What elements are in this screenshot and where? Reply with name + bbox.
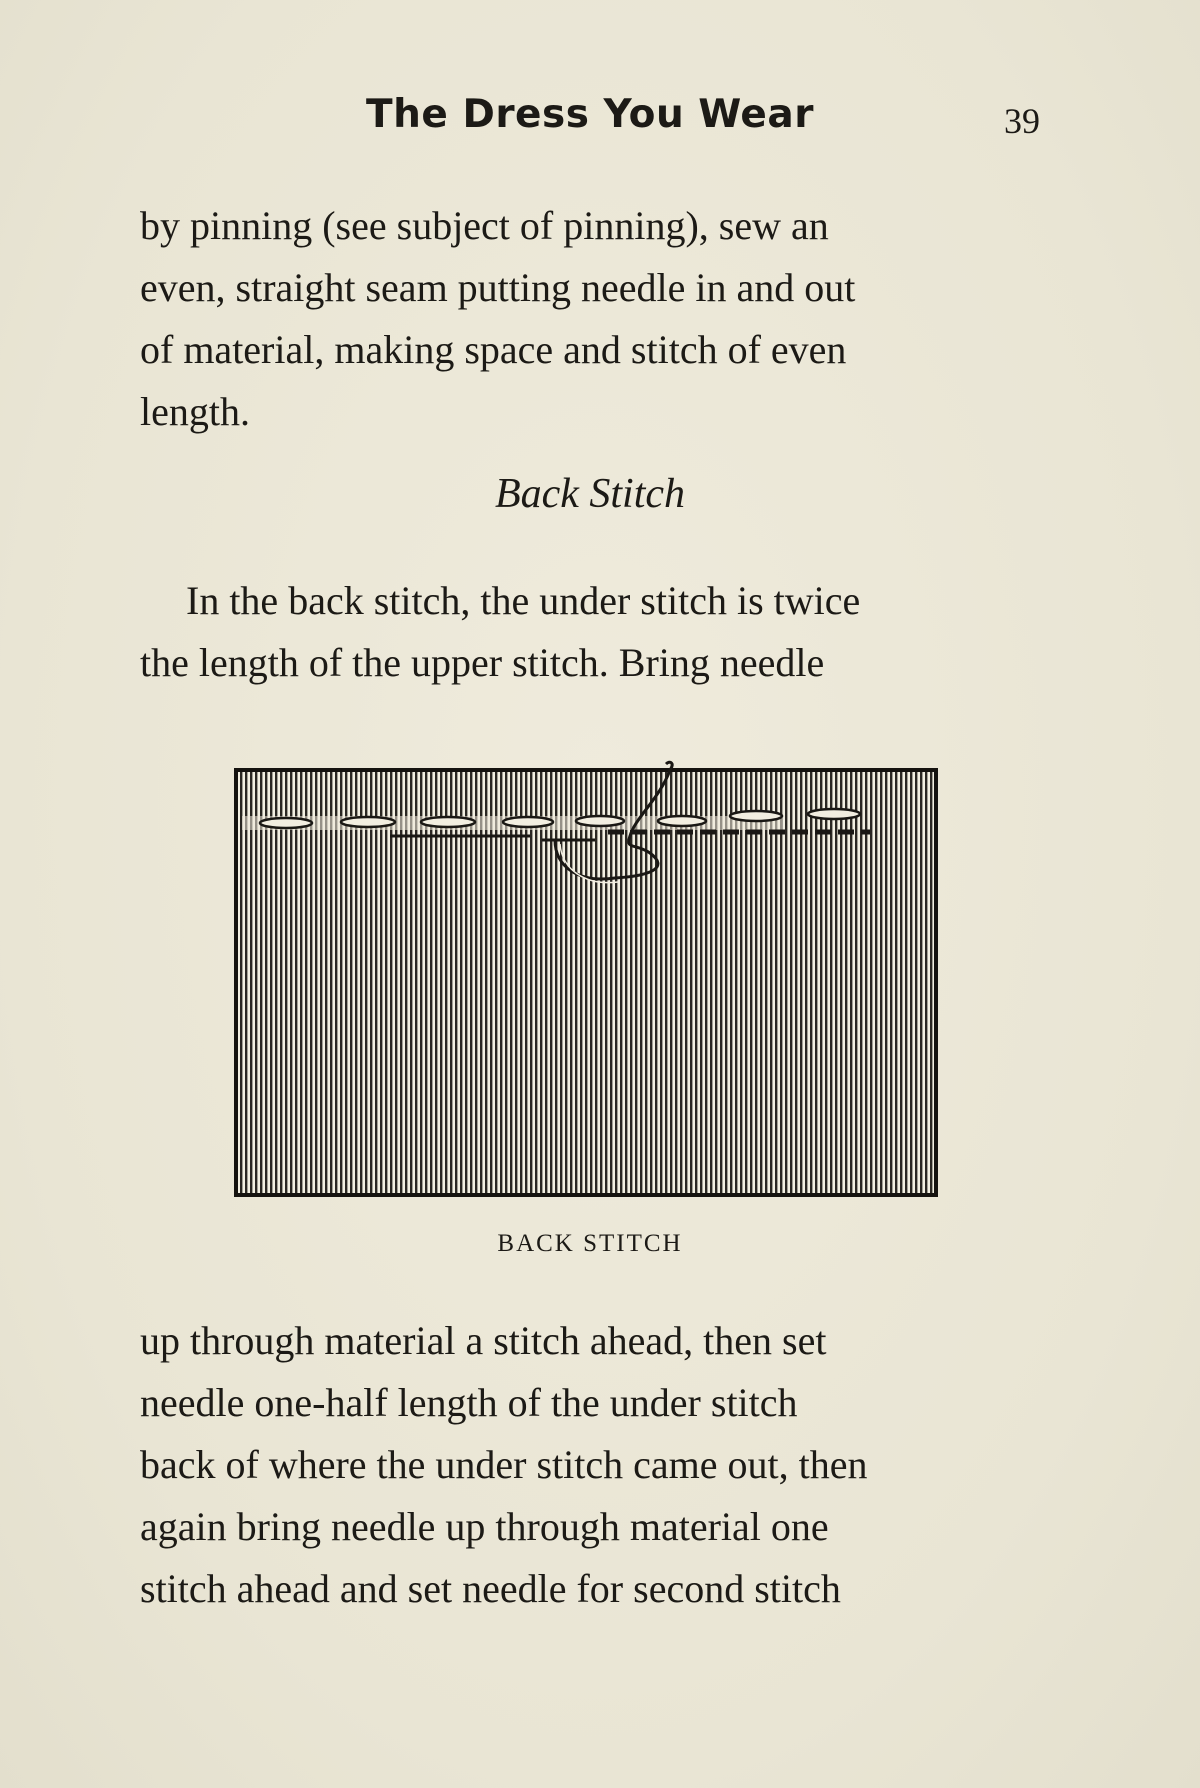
paragraph-3: [140, 1310, 1040, 1620]
section-heading: Back Stitch: [494, 471, 686, 517]
text-line: of material, making space and stitch of even: [140, 327, 847, 372]
paragraph-1: [140, 195, 1040, 443]
text-line: even, straight seam putting needle in and out: [140, 265, 856, 310]
running-head: [0, 92, 1200, 152]
text-line: the length of the upper stitch. Bring needle: [140, 640, 825, 685]
back-stitch-illustration: [230, 758, 950, 1208]
paragraph-2: [140, 570, 1040, 694]
text-line: by pinning (see subject of pinning), sew an: [140, 203, 829, 248]
text-line: back of where the under stitch came out, then: [140, 1442, 868, 1487]
text-line: up through material a stitch ahead, then set: [140, 1318, 827, 1363]
figure-caption: BACK STITCH: [497, 1230, 683, 1257]
fabric-stitch-drawing: [230, 758, 950, 1208]
text-line: length.: [140, 389, 250, 434]
text-line: needle one-half length of the under stitch: [140, 1380, 798, 1425]
text-line: In the back stitch, the under stitch is twice: [186, 578, 861, 623]
text-line: again bring needle up through material one: [140, 1504, 829, 1549]
running-title: The Dress You Wear: [366, 92, 814, 137]
text-line: stitch ahead and set needle for second stitch: [140, 1566, 841, 1611]
page-number: 39: [1004, 101, 1040, 141]
